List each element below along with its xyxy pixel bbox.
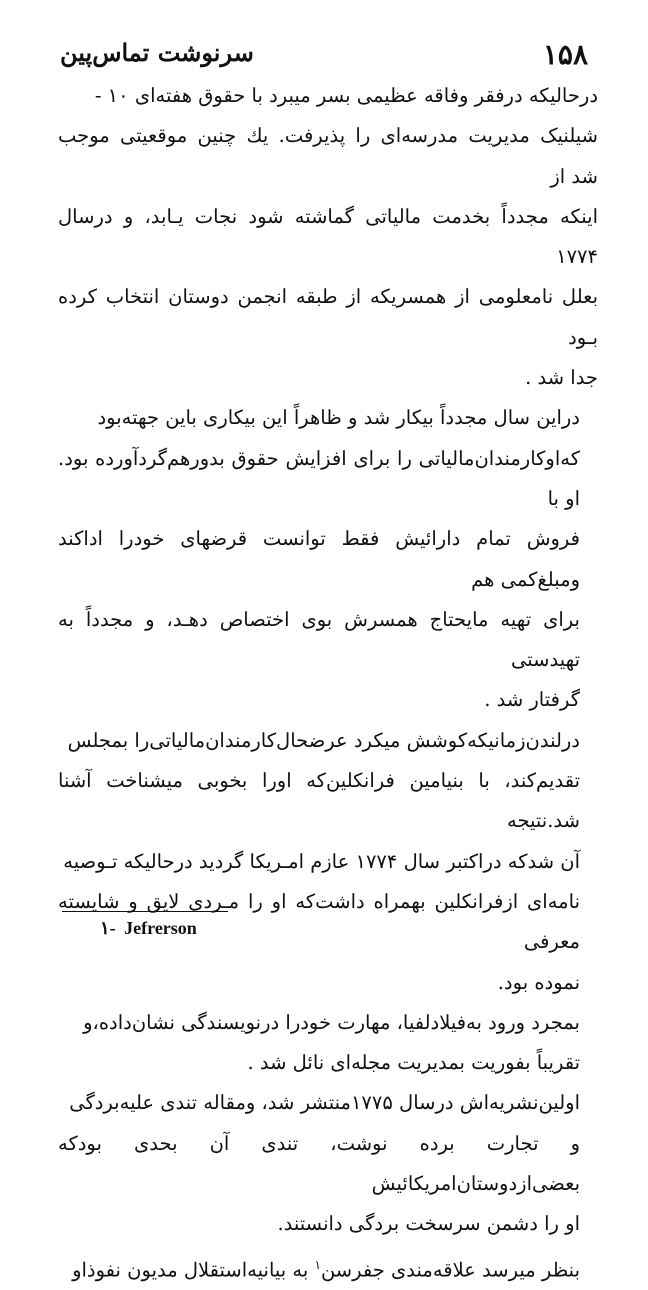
text-line: گرفتار شد . (484, 688, 580, 712)
page-header (60, 34, 588, 74)
text-line: بنظر میرسد علاقه‌مندی جفرسن (320, 1258, 580, 1282)
text-line: و تجارت برده نوشت، تندی آن بحدی بودکه بعضی‌ازدوستان‌امریکائیش (58, 1131, 580, 1196)
text-line: تقدیم‌کند، با بنیامین فرانکلین‌که اورا بخوبی میشناخت آشنا شد.نتیجه (58, 769, 580, 833)
text-line: نموده بود. (497, 970, 580, 994)
text-line: بعلل نامعلومی از همسریکه از طبقه انجمن دوستان انتخاب کرده بـود (58, 285, 598, 349)
text-line: بمجرد ورود به‌فیلادلفیا، مهارت خودرا درنویسندگی نشان‌داده،و (83, 1010, 580, 1034)
text-line: اولین‌نشریه‌اش درسال ۱۷۷۵منتشر شد، ومقاله تندی علیه‌بردگی (69, 1091, 580, 1115)
paragraph-3 (58, 721, 598, 1003)
paragraph-4 (58, 1003, 598, 1084)
text-line: نامه‌ای ازفرانکلین بهمراه داشت‌که او را مـردی لایق و شایسته معرفی (58, 889, 580, 954)
paragraph-2 (58, 398, 598, 720)
footnote (100, 918, 197, 939)
paragraph-1 (58, 76, 598, 398)
paragraph-6 (58, 1245, 598, 1290)
text-line: برای تهیه مایحتاج همسرش بوی اختصاص دهـد، و مجدداً به تهیدستی (58, 607, 580, 672)
text-line: جدا شد . (525, 366, 598, 390)
running-title: سرنوشت تماس‌پین (60, 38, 254, 67)
footnote-reference[interactable]: ۱ (314, 1257, 321, 1272)
footnote-divider (62, 911, 228, 912)
footnote-text: Jefrerson (124, 918, 197, 938)
text-line: اینکه مجدداً بخدمت مالیاتی گماشته شود نجات یـابد، و درسال ۱۷۷۴ (58, 204, 598, 269)
text-line: فروش تمام دارائیش فقط توانست قرضهای خودرا اداکند ومبلغ‌کمی هم (58, 527, 580, 591)
text-line: دراین سال مجدداً بیکار شد و ظاهراً این بیکاری باین جهته‌بود (97, 406, 580, 430)
text-line: به بیانیه‌استقلال مدیون نفوذاو (72, 1258, 315, 1282)
footnote-number: ۱- (100, 918, 116, 938)
text-line: که‌اوکارمندان‌مالیاتی را برای افزایش حقوق بدورهم‌گردآورده بود. او با (58, 446, 580, 510)
text-line: شیلنیک مدیریت مدرسه‌ای را پذیرفت. یك چنین موقعیتی موجب شد از (58, 124, 598, 188)
text-line: درلندن‌زمانیکه‌کوشش میکرد عرضحال‌کارمندان‌مالیاتی‌را بمجلس (67, 728, 580, 752)
paragraph-5 (58, 1083, 598, 1244)
text-line: تقریباً بفوریت بمدیریت مجله‌ای نائل شد . (247, 1051, 580, 1075)
text-line: آن شدکه دراکتبر سال ۱۷۷۴ عازم امـریکا گردید درحالیکه تـوصیه (63, 849, 580, 873)
text-line: او را دشمن سرسخت بردگی دانستند. (277, 1212, 580, 1236)
page-number: ۱۵۸ (542, 38, 588, 71)
text-line: درحالیکه درفقر وفاقه عظیمی بسر میبرد با حقوق هفته‌ای ۱۰ - (94, 84, 598, 107)
body-text (58, 76, 598, 1290)
